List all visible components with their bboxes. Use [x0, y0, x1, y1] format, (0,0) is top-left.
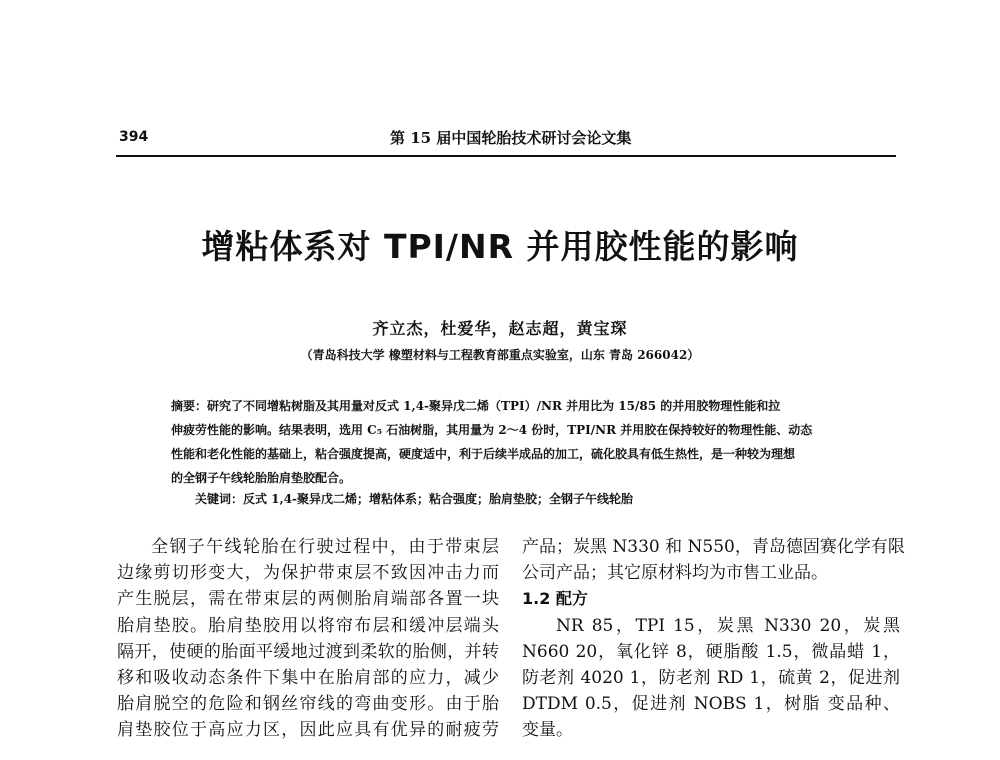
- running-header: 第 15 届中国轮胎技术研讨会论文集: [390, 129, 632, 147]
- section-heading: 1.2 配方: [522, 589, 588, 609]
- abstract-line: 摘要：研究了不同增粘树脂及其用量对反式 1,4-聚异戊二烯（TPI）/NR 并用比为 15/85 的并用胶物理性能和拉: [171, 399, 781, 413]
- body-line: 公司产品；其它原材料均为市售工业品。: [522, 563, 828, 584]
- body-line: 产品；炭黑 N330 和 N550，青岛德固赛化学有限: [522, 537, 905, 557]
- body-line: 胎肩垫胶。胎肩垫胶用以将帘布层和缓冲层端头: [117, 615, 499, 636]
- body-line: 肩垫胶位于高应力区，因此应具有优异的耐疲劳: [117, 720, 499, 741]
- page-number: 394: [119, 129, 149, 145]
- body-line: 移和吸收动态条件下集中在胎肩部的应力，减少: [117, 668, 499, 689]
- keywords: 关键词：反式 1,4-聚异戊二烯；增粘体系；粘合强度；胎肩垫胶；全钢子午线轮胎: [195, 492, 634, 506]
- authors: 齐立杰，杜爱华，赵志超，黄宝琛: [372, 319, 628, 338]
- body-line: NR 85，TPI 15，炭黑 N330 20，炭黑: [556, 615, 900, 636]
- affiliation: （青岛科技大学 橡塑材料与工程教育部重点实验室，山东 青岛 266042）: [300, 348, 700, 362]
- body-line: N660 20，氧化锌 8，硬脂酸 1.5，微晶蜡 1，: [522, 641, 900, 662]
- body-line: 防老剂 4020 1，防老剂 RD 1，硫黄 2，促进剂: [522, 668, 900, 689]
- body-line: 产生脱层，需在带束层的两侧胎肩端部各置一块: [117, 589, 499, 610]
- abstract-line: 性能和老化性能的基础上，粘合强度提高，硬度适中，利于后续半成品的加工，硫化胶具有低生热性，是一种较为理想: [171, 447, 796, 461]
- body-line: 全钢子午线轮胎在行驶过程中，由于带束层: [151, 537, 499, 557]
- body-right-column: [522, 534, 905, 744]
- body-line: 边缘剪切形变大，为保护带束层不致因冲击力而: [117, 563, 499, 584]
- body-line: DTDM 0.5，促进剂 NOBS 1，树脂 变品种、: [522, 694, 900, 715]
- body-line: 隔开，使硬的胎面平缓地过渡到柔软的胎侧，并转: [117, 641, 499, 662]
- abstract-line: 伸疲劳性能的影响。结果表明，选用 C₅ 石油树脂，其用量为 2～4 份时，TPI/NR 并用胶在保持较好的物理性能、动态: [171, 423, 813, 437]
- abstract-line: 的全钢子午线轮胎胎肩垫胶配合。: [171, 471, 352, 485]
- body-line: 变量。: [522, 720, 573, 741]
- body-line: 胎肩脱空的危险和钢丝帘线的弯曲变形。由于胎: [117, 694, 499, 715]
- paper-title: 增粘体系对 TPI/NR 并用胶性能的影响: [201, 227, 799, 266]
- body-left-column: [117, 534, 499, 744]
- abstract: [171, 394, 841, 490]
- header-rule: [116, 155, 896, 157]
